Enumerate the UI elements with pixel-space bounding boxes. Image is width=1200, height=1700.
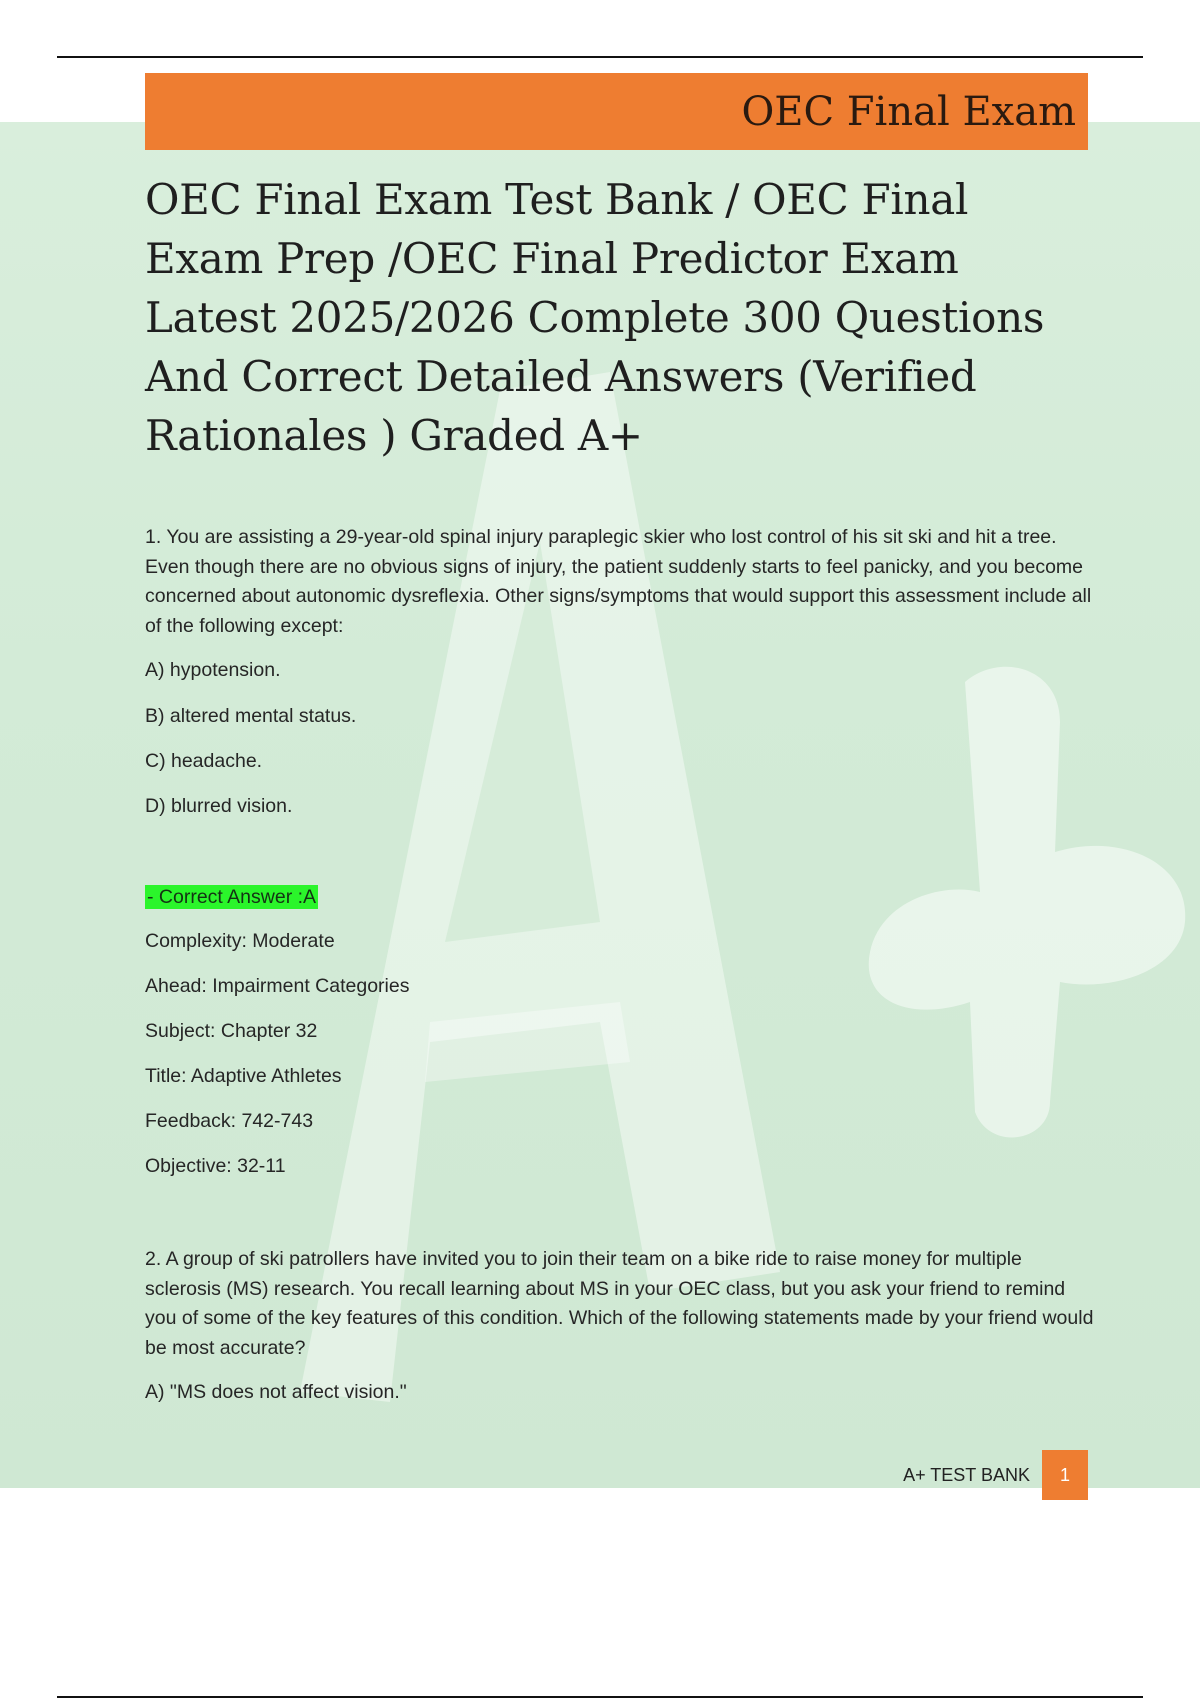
- meta-feedback: Feedback: 742-743: [145, 1110, 314, 1132]
- top-rule: [57, 56, 1143, 58]
- option-a: A) "MS does not affect vision.": [145, 1381, 407, 1403]
- meta-subject: Subject: Chapter 32: [145, 1020, 318, 1042]
- header-banner: [145, 73, 1088, 150]
- question-1: [145, 523, 1095, 1178]
- meta-ahead: Ahead: Impairment Categories: [145, 975, 410, 997]
- question-2: [145, 1245, 1095, 1404]
- option-a: A) hypotension.: [145, 659, 281, 681]
- option-b: B) altered mental status.: [145, 705, 357, 727]
- page-number: 1: [1042, 1450, 1088, 1500]
- footer-label: A+ TEST BANK: [903, 1464, 1030, 1485]
- bottom-rule: [57, 1696, 1143, 1698]
- page-footer: [880, 1450, 1088, 1500]
- option-d: D) blurred vision.: [145, 795, 293, 817]
- meta-title: Title: Adaptive Athletes: [145, 1065, 342, 1087]
- document-title: OEC Final Exam Test Bank / OEC Final Exam Prep /OEC Final Predictor Exam Latest 2025/2026 Complete 300 Questions And Correct Detailed Answers (Verified Rationales ) Graded A+: [145, 175, 1045, 460]
- meta-objective: Objective: 32-11: [145, 1155, 286, 1177]
- correct-answer-highlight: - Correct Answer :A: [147, 886, 317, 908]
- question-text: 1. You are assisting a 29-year-old spinal injury paraplegic skier who lost control of his sit ski and hit a tree. Even though there are no obvious signs of injury, the patient suddenly starts to feel panicky, and you become concerned about autonomic dysreflexia. Other signs/symptoms that would support this assessment include all of the following except:: [145, 526, 1092, 637]
- header-label: OEC Final Exam: [741, 88, 1076, 135]
- meta-complexity: Complexity: Moderate: [145, 930, 335, 952]
- option-c: C) headache.: [145, 750, 263, 772]
- question-text: 2. A group of ski patrollers have invited you to join their team on a bike ride to raise money for multiple sclerosis (MS) research. You recall learning about MS in your OEC class, but you ask your friend to remind you of some of the key features of this condition. Which of the following statements made by your friend would be most accurate?: [145, 1248, 1094, 1359]
- document-content: [145, 170, 1095, 1404]
